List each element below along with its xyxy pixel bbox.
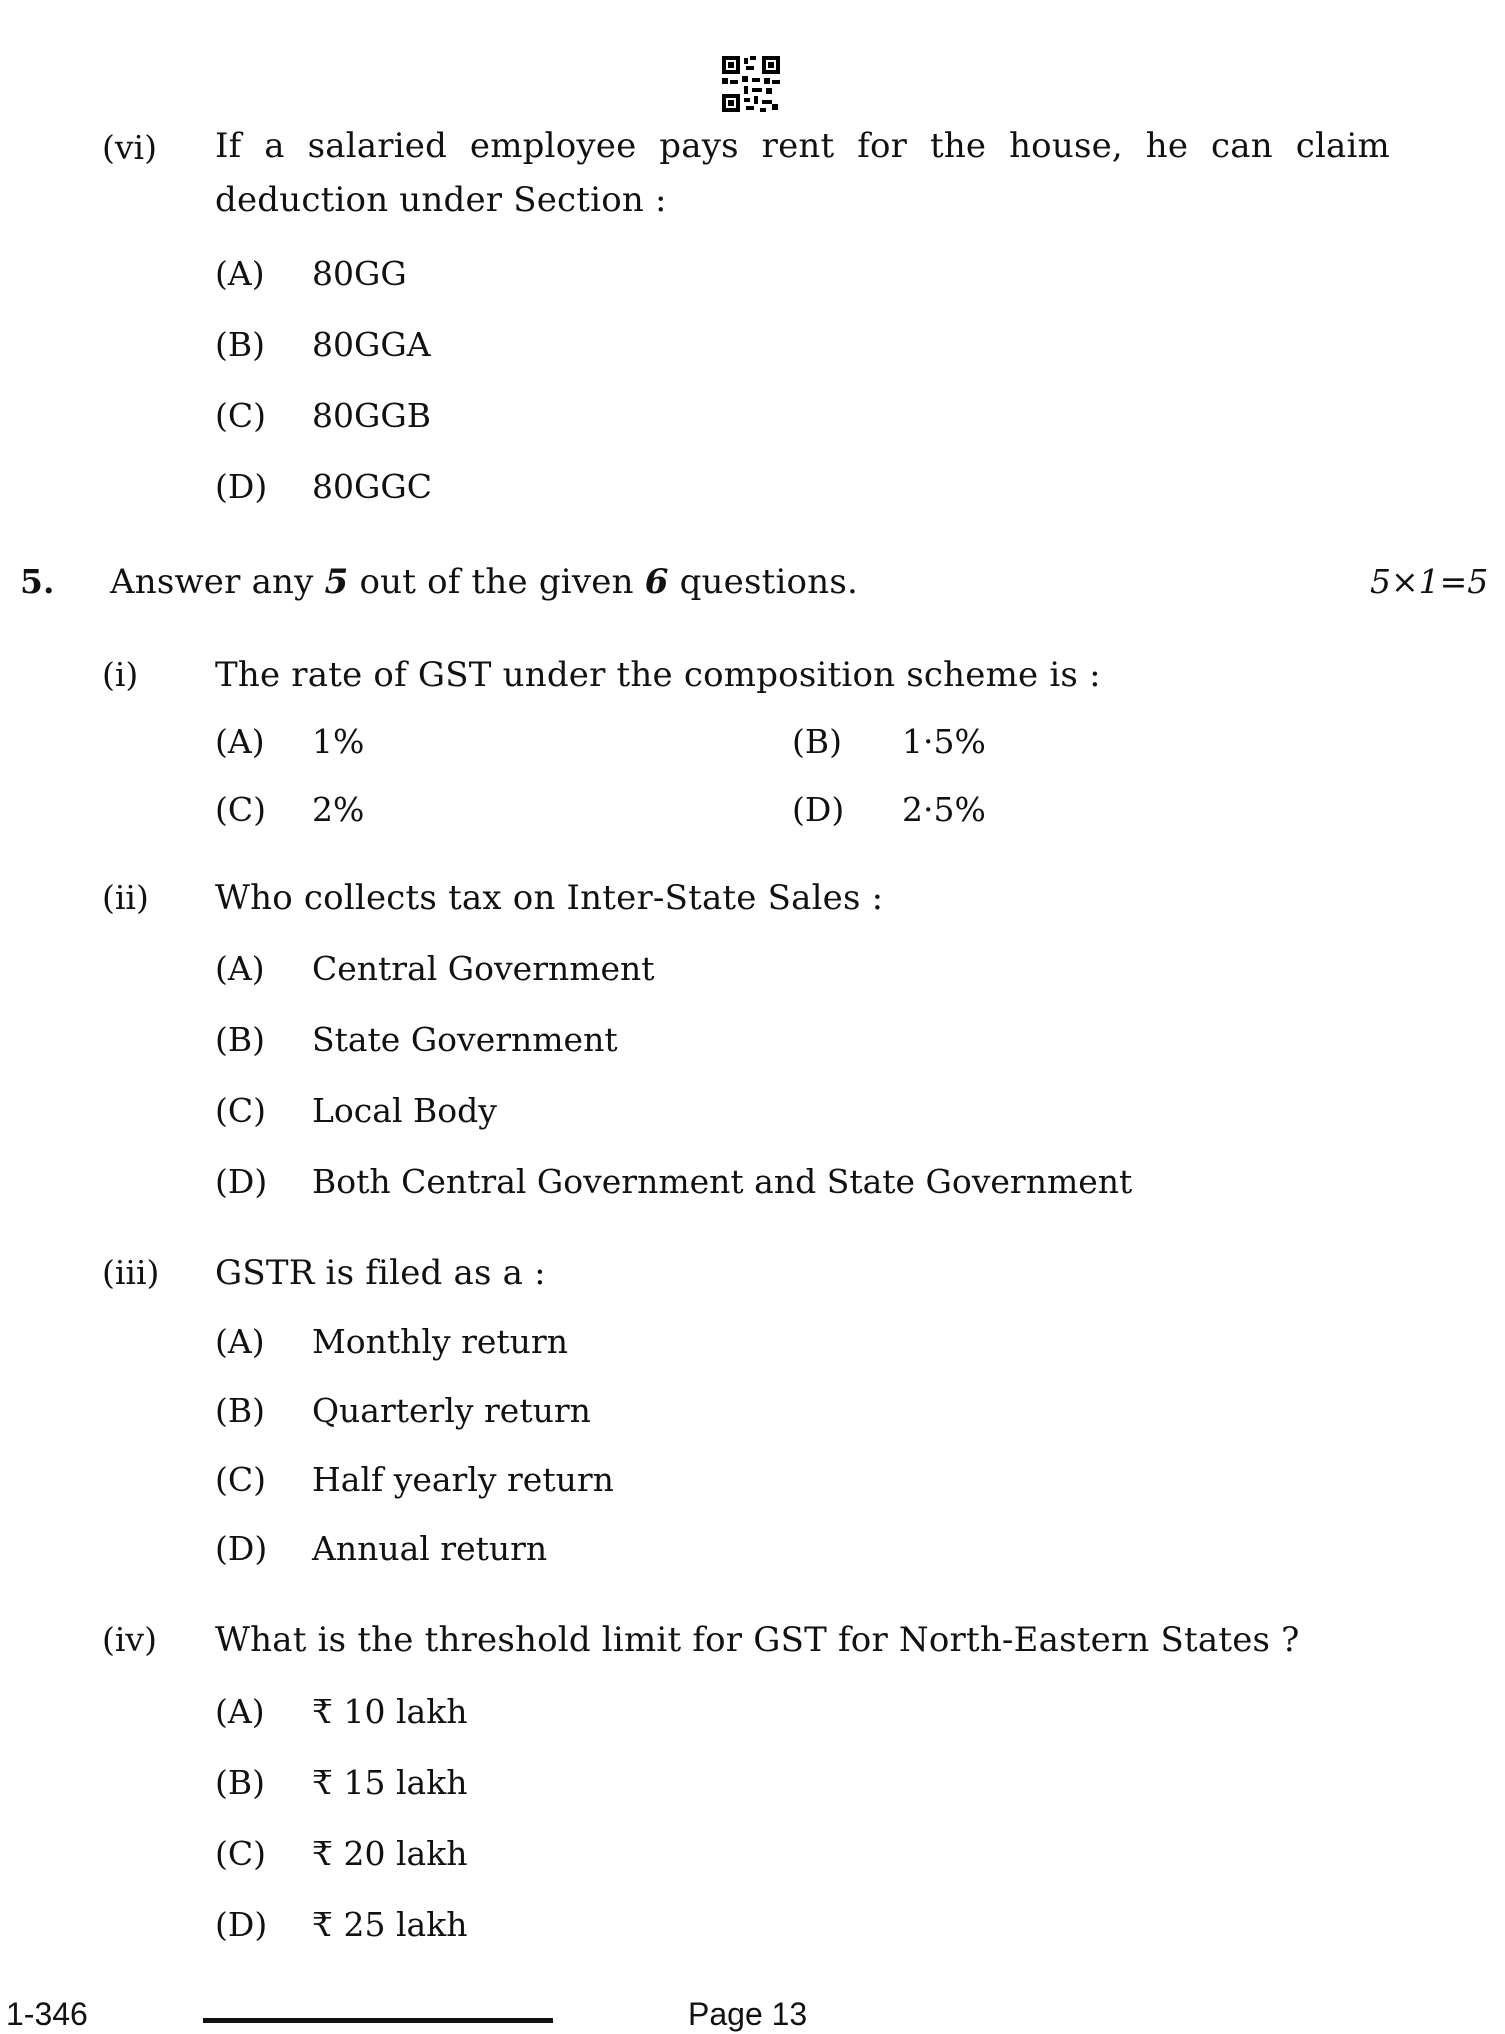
option-label: (C): [215, 396, 266, 435]
option-label: (A): [215, 1692, 265, 1731]
option-label: (A): [215, 722, 265, 761]
question-instruction: Answer any 5 out of the given 6 questions.: [110, 562, 858, 602]
option-label: (C): [215, 1460, 266, 1499]
option-label: (D): [215, 467, 268, 506]
question-number: 5.: [20, 562, 55, 601]
option-value: ₹ 15 lakh: [312, 1763, 468, 1802]
option-label: (D): [792, 790, 845, 829]
subquestion-number: (i): [102, 655, 139, 694]
option-label: (D): [215, 1905, 268, 1944]
option-value: 1%: [312, 722, 365, 761]
option-value: ₹ 20 lakh: [312, 1834, 468, 1873]
option-value: 80GGA: [312, 325, 431, 364]
question-number: (vi): [102, 128, 157, 167]
option-label: (B): [215, 325, 265, 364]
option-value: Local Body: [312, 1091, 497, 1130]
question-text: If a salaried employee pays rent for the house, he can claim: [215, 126, 1390, 166]
option-value: 2·5%: [902, 790, 986, 829]
option-label: (B): [215, 1391, 265, 1430]
marks-allocation: 5×1=5: [1370, 562, 1489, 601]
option-value: 1·5%: [902, 722, 986, 761]
option-label: (B): [792, 722, 842, 761]
subquestion-text: GSTR is filed as a :: [215, 1253, 546, 1293]
subquestion-number: (iv): [102, 1620, 157, 1659]
option-value: 80GG: [312, 254, 407, 293]
page-number: Page 13: [688, 1996, 808, 2032]
option-value: 2%: [312, 790, 365, 829]
option-value: 80GGB: [312, 396, 431, 435]
qr-code-icon: [722, 56, 780, 112]
option-label: (B): [215, 1763, 265, 1802]
option-label: (C): [215, 1834, 266, 1873]
option-label: (A): [215, 254, 265, 293]
option-value: Monthly return: [312, 1322, 568, 1361]
option-label: (D): [215, 1529, 268, 1568]
subquestion-number: (ii): [102, 878, 149, 917]
option-value: Central Government: [312, 949, 655, 988]
subquestion-text: The rate of GST under the composition scheme is :: [215, 655, 1101, 695]
subquestion-text: Who collects tax on Inter-State Sales :: [215, 878, 884, 918]
paper-code: 1-346: [6, 1996, 88, 2032]
option-label: (A): [215, 1322, 265, 1361]
option-value: Quarterly return: [312, 1391, 591, 1430]
option-value: State Government: [312, 1020, 618, 1059]
option-value: ₹ 10 lakh: [312, 1692, 468, 1731]
option-label: (B): [215, 1020, 265, 1059]
option-value: Half yearly return: [312, 1460, 614, 1499]
subquestion-number: (iii): [102, 1253, 160, 1292]
option-label: (D): [215, 1162, 268, 1201]
option-value: Annual return: [312, 1529, 548, 1568]
option-value: ₹ 25 lakh: [312, 1905, 468, 1944]
question-text-continued: deduction under Section :: [215, 180, 667, 220]
option-value: Both Central Government and State Government: [312, 1162, 1133, 1201]
option-label: (C): [215, 790, 266, 829]
option-value: 80GGC: [312, 467, 432, 506]
option-label: (A): [215, 949, 265, 988]
footer-divider: [203, 2018, 553, 2023]
subquestion-text: What is the threshold limit for GST for North-Eastern States ?: [215, 1620, 1300, 1660]
option-label: (C): [215, 1091, 266, 1130]
